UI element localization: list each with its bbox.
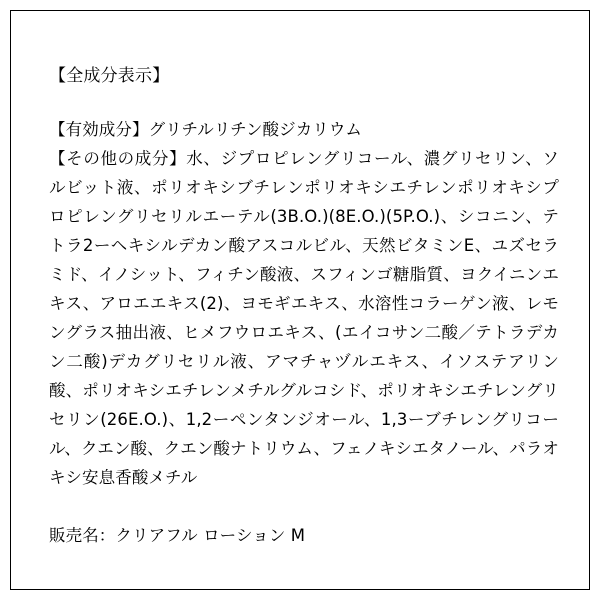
ingredient-text [49,115,559,492]
panel-heading: 【全成分表示】 [49,66,170,86]
section-spacer [49,492,559,521]
seller-name-line: 販売名：クリアフル ローション M [49,526,306,545]
ingredient-panel [10,10,590,590]
ingredient-content [49,63,559,550]
other-ingredients-line: 【その他の成分】水、ジプロピレングリコール、濃グリセリン、ソルビット液、ポリオキシブチレンポリオキシエチレンポリオキシプロピレングリセリルエーテル(3B.O.)(8E.O.)(5P.O.)、シコニン、テトラ2ーヘキシルデカン酸アスコルビル、天然ビタミンE、ユズセラミド、イノシット、フィチン酸液、スフィンゴ糖脂質、ヨクイニンエキス、アロエエキス(2)、ヨモギエキス、水溶性コラーゲン液、レモングラス抽出液、ヒメフウロエキス、(エイコサン二酸／テトラデカン二酸)デカグリセリル液、アマチャヅルエキス、イソステアリン酸、ポリオキシエチレンメチルグルコシド、ポリオキシエチレングリセリン(26E.O.)、1,2ーペンタンジオール、1,3ーブチレングリコール、クエン酸、クエン酸ナトリウム、フェノキシエタノール、パラオキシ安息香酸メチル [49,149,559,487]
active-ingredients-line: 【有効成分】グリチルリチン酸ジカリウム [49,120,362,139]
